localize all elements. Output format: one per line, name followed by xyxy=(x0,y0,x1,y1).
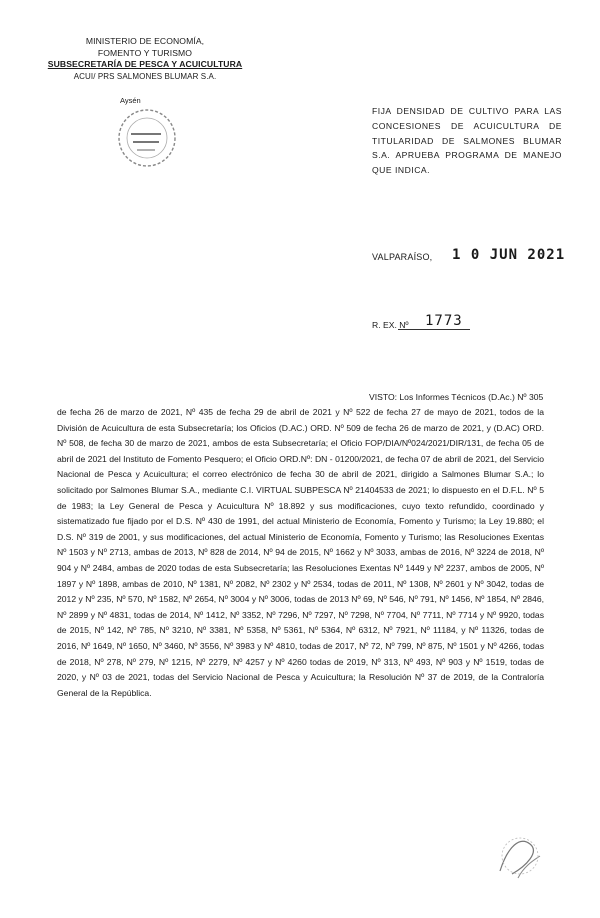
official-stamp-icon xyxy=(115,106,179,170)
place-label: VALPARAÍSO, xyxy=(372,252,433,262)
handwritten-initials-icon xyxy=(490,826,548,886)
date-stamp: 1 0 JUN 2021 xyxy=(452,247,566,263)
reference-code: ACUI/ PRS SALMONES BLUMAR S.A. xyxy=(73,71,217,81)
subsecretaria-name: SUBSECRETARÍA DE PESCA Y ACUICULTURA xyxy=(47,59,243,69)
resolution-number: 1773 xyxy=(425,313,463,329)
ministry-name: MINISTERIO DE ECONOMÍA, xyxy=(85,36,205,46)
ministry-name-line2: FOMENTO Y TURISMO xyxy=(97,47,193,58)
letterhead xyxy=(40,36,250,82)
resolution-number-line xyxy=(398,329,470,330)
visto-paragraph: de fecha 26 de marzo de 2021, Nº 435 de fecha 29 de abril de 2021 y Nº 522 de fecha 27 de mayo de 2021, todos de la División de Acuicultura de esta Subsecretaría; los Oficios (D.AC.) ORD. Nº 509 de fecha 26 de marzo de 2021, y (D.AC) ORD. Nº 508, de fecha 30 de marzo de 2021, ambos de esta Subsecretaría; el Oficio FOP/DIA/Nº024/2021/DIR/131, de fecha 05 de abril de 2021 del Instituto de Fomento Pesquero; el Oficio ORD.Nº: DN - 01200/2021, de fecha 07 de abril de 2021, del Servicio Nacional de Pesca y Acuicultura; el correo electrónico de fecha 30 de abril de 2021, dirigido a Salmones Blumar S.A.; lo solicitado por Salmones Blumar S.A., mediante C.I. VIRTUAL SUBPESCA Nº 21404533 de 2021; lo dispuesto en el D.F.L. Nº 5 de 1983; la Ley General de Pesca y Acuicultura Nº 18.892 y sus modificaciones, cuyo texto refundido, coordinado y sistematizado fue fijado por el D.S. Nº 430 de 1991, del actual Ministerio de Economía, Fomento y Turismo; la Ley 19.880; el D.S. Nº 319 de 2001, y sus modificaciones, del actual Ministerio de Economía, Fomento y Turismo; las Resoluciones Exentas Nº 1503 y Nº 2713, ambas de 2013, Nº 828 de 2014, Nº 94 de 2015, Nº 1662 y Nº 3033, ambas de 2016, Nº 3224 de 2018, Nº 904 y Nº 2484, ambas de 2020 todas de esta Subsecretaría; las Resoluciones Exentas Nº 1449 y Nº 2237, ambos de 2005, Nº 1897 y Nº 1898, ambas de 2010, Nº 1381, Nº 2082, Nº 2302 y Nº 2534, todas de 2011, Nº 1308, Nº 2601 y Nº 3042, todas de 2012 y Nº 235, Nº 570, Nº 1582, Nº 2654, Nº 3004 y Nº 3006, todas de 2013 Nº 69, Nº 546, Nº 791, Nº 1456, Nº 1854, Nº 2846, Nº 2899 y Nº 4831, todas de 2014, Nº 1412, Nº 3352, Nº 7296, Nº 7297, Nº 7298, Nº 7704, Nº 7711, Nº 7714 y Nº 9920, todas de 2015, Nº 142, Nº 785, Nº 3210, Nº 3381, Nº 5358, Nº 5361, Nº 5364, Nº 6312, Nº 7921, Nº 11184, y Nº 11326, todas de 2016, Nº 1649, Nº 1650, Nº 3460, Nº 3556, Nº 3983 y Nº 4810, todas de 2017, Nº 72, Nº 799, Nº 875, Nº 1501 y Nº 4266, todas de 2018, Nº 278, Nº 279, Nº 1215, Nº 2279, Nº 4257 y Nº 4260 todas de 2019, Nº 313, Nº 493, Nº 903 y Nº 1519, todas de 2020, y Nº 03 de 2021, todas del Servicio Nacional de Pesca y Acuicultura; la Resolución Nº 37 de 2019, de la Contraloría General de la República. xyxy=(57,407,544,698)
visto-intro: VISTO: Los Informes Técnicos (D.Ac.) Nº 305 xyxy=(369,392,544,402)
region-label: Aysén xyxy=(120,96,141,105)
resolution-title: FIJA DENSIDAD DE CULTIVO PARA LAS CONCESIONES DE ACUICULTURA DE TITULARIDAD DE SALMONES BLUMAR S.A. APRUEBA PROGRAMA DE MANEJO QUE INDICA. xyxy=(372,106,562,176)
resolution-label: R. EX. Nº xyxy=(372,320,409,330)
